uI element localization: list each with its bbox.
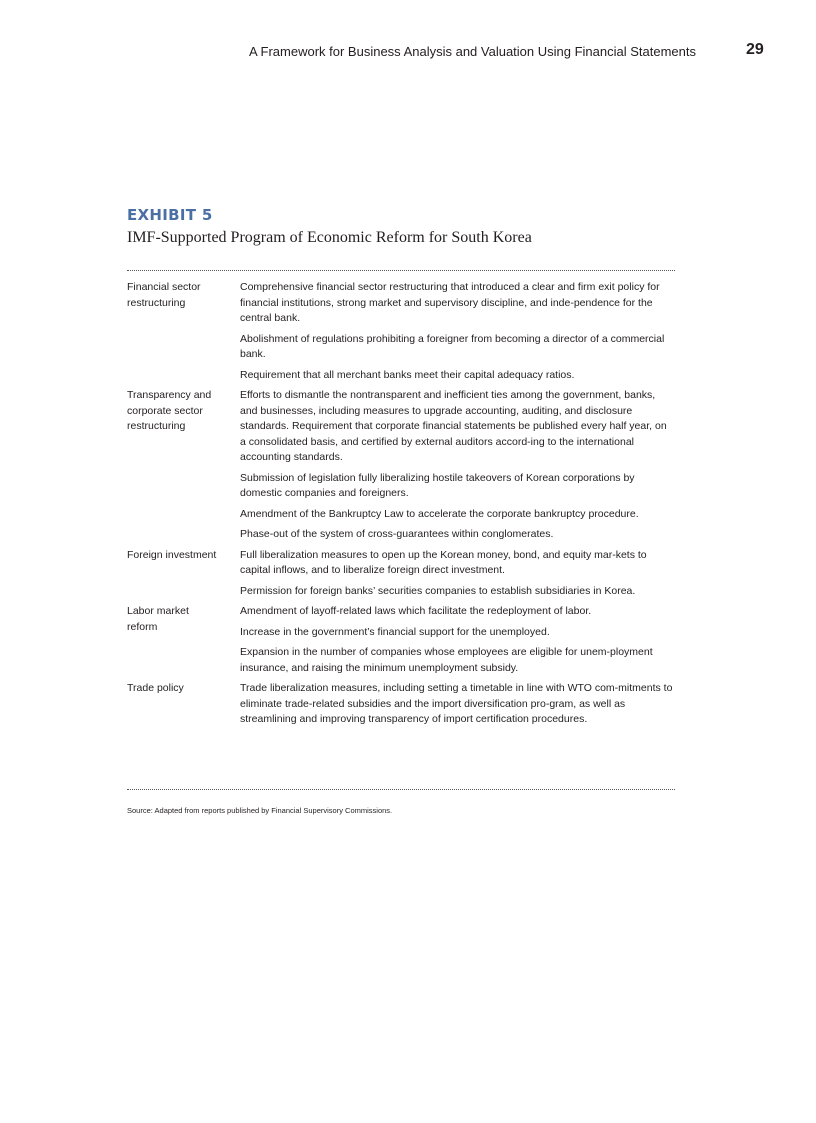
category-line: reform <box>127 620 158 633</box>
row-items <box>240 548 675 605</box>
reform-measure: Full liberalization measures to open up the Korean money, bond, and equity mar-kets to capital inflows, and to liberalize foreign direct investment. <box>240 548 647 576</box>
reform-measure: Permission for foreign banks’ securities companies to establish subsidiaries in Korea. <box>240 584 636 597</box>
reform-measure: Increase in the government’s financial support for the unemployed. <box>240 625 550 638</box>
table-row <box>127 681 675 728</box>
exhibit-label: EXHIBIT 5 <box>127 206 213 224</box>
table-row <box>127 280 675 388</box>
category-line: Trade policy <box>127 682 184 694</box>
row-category <box>127 388 240 548</box>
reform-measure: Abolishment of regulations prohibiting a foreigner from becoming a director of a commercial bank. <box>240 332 665 360</box>
category-line: Labor market <box>127 605 189 617</box>
category-line: Foreign investment <box>127 548 217 561</box>
page-number: 29 <box>746 41 764 58</box>
category-line: Transparency and <box>127 389 212 401</box>
reform-measure: Efforts to dismantle the nontransparent and inefficient ties among the government, banks, and businesses, including measures to upgrade accounting, auditing, and disclosure standards. Requirement that corporate financial statements be published every half year, on a consolidated basis, and certified by external auditors accord-ing to the international accounting standards. <box>240 389 667 463</box>
row-category <box>127 604 240 681</box>
row-category <box>127 280 240 388</box>
source-note: Source: Adapted from reports published by Financial Supervisory Commissions. <box>127 806 393 815</box>
row-items <box>240 681 675 728</box>
category-line: restructuring <box>127 420 186 432</box>
bottom-dotted-rule <box>127 789 675 790</box>
top-dotted-rule <box>127 270 675 271</box>
reform-table <box>127 280 675 728</box>
reform-measure: Requirement that all merchant banks meet their capital adequacy ratios. <box>240 368 575 381</box>
category-line: restructuring <box>127 296 186 309</box>
row-category <box>127 548 240 605</box>
reform-measure: Amendment of layoff-related laws which facilitate the redeployment of labor. <box>240 605 592 617</box>
row-items <box>240 280 675 388</box>
row-category <box>127 681 240 728</box>
reform-measure: Expansion in the number of companies whose employees are eligible for unem-ployment insurance, and raising the minimum unemployment subsidy. <box>240 646 653 674</box>
reform-measure: Submission of legislation fully liberalizing hostile takeovers of Korean corporations by domestic companies and foreigners. <box>240 471 635 499</box>
reform-measure: Comprehensive financial sector restructuring that introduced a clear and firm exit policy for financial institutions, strong market and supervisory discipline, and inde-pendence for the central bank. <box>240 281 660 324</box>
reform-measure: Phase-out of the system of cross-guarantees within conglomerates. <box>240 528 554 540</box>
reform-measure: Trade liberalization measures, including setting a timetable in line with WTO com-mitments to eliminate trade-related subsidies and the import diversification pro-gram, as well as streamlining and improving transparency of import certification procedures. <box>240 682 673 725</box>
table-row <box>127 388 675 548</box>
exhibit-title: IMF-Supported Program of Economic Reform for South Korea <box>127 229 532 246</box>
reform-measure: Amendment of the Bankruptcy Law to accelerate the corporate bankruptcy procedure. <box>240 507 639 520</box>
row-items <box>240 604 675 681</box>
table-row <box>127 548 675 605</box>
row-items <box>240 388 675 548</box>
table-row <box>127 604 675 681</box>
category-line: corporate sector <box>127 404 203 417</box>
running-head: A Framework for Business Analysis and Valuation Using Financial Statements <box>248 44 696 59</box>
category-line: Financial sector <box>127 281 201 293</box>
